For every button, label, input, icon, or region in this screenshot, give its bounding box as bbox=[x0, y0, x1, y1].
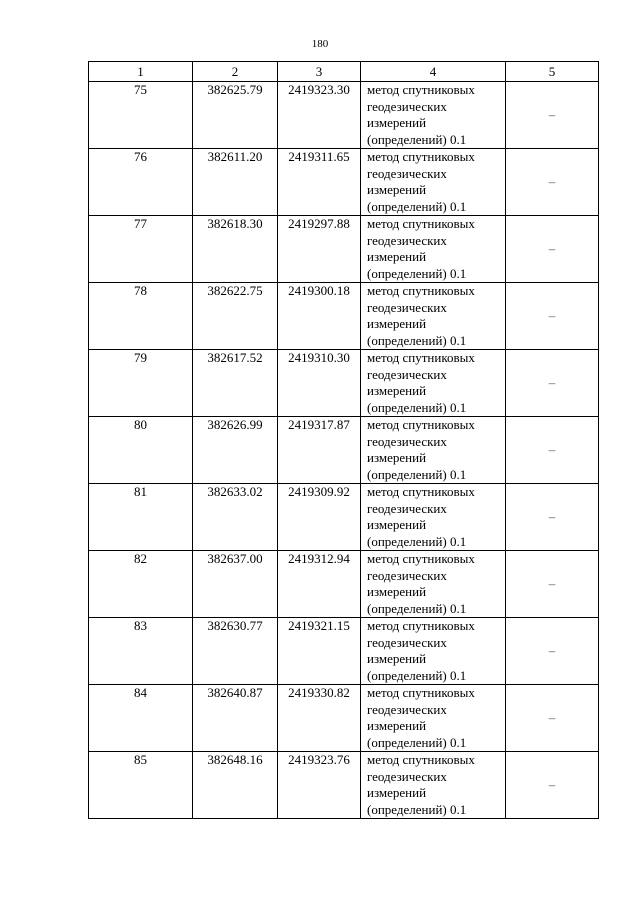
x-coordinate-cell: 382640.87 bbox=[193, 685, 278, 752]
accuracy-cell bbox=[506, 551, 599, 618]
method-cell: метод спутниковых геодезических измерений (определений) 0.1 bbox=[361, 618, 506, 685]
table-row bbox=[89, 350, 599, 417]
x-coordinate-cell: 382617.52 bbox=[193, 350, 278, 417]
dash-mark: – bbox=[548, 710, 556, 725]
dash-mark: – bbox=[548, 643, 556, 658]
y-coordinate-cell: 2419300.18 bbox=[278, 283, 361, 350]
method-cell: метод спутниковых геодезических измерений (определений) 0.1 bbox=[361, 350, 506, 417]
dash-mark: – bbox=[548, 442, 556, 457]
table-row bbox=[89, 618, 599, 685]
x-coordinate-cell: 382633.02 bbox=[193, 484, 278, 551]
x-coordinate-cell: 382625.79 bbox=[193, 82, 278, 149]
table-row bbox=[89, 283, 599, 350]
x-coordinate-cell: 382611.20 bbox=[193, 149, 278, 216]
dash-mark: – bbox=[548, 241, 556, 256]
x-coordinate-cell: 382637.00 bbox=[193, 551, 278, 618]
y-coordinate-cell: 2419321.15 bbox=[278, 618, 361, 685]
table-header-row bbox=[89, 62, 599, 82]
y-coordinate-cell: 2419330.82 bbox=[278, 685, 361, 752]
x-coordinate-cell: 382626.99 bbox=[193, 417, 278, 484]
point-number-cell: 82 bbox=[89, 551, 193, 618]
table-row bbox=[89, 417, 599, 484]
table-row bbox=[89, 752, 599, 819]
y-coordinate-cell: 2419309.92 bbox=[278, 484, 361, 551]
y-coordinate-cell: 2419323.30 bbox=[278, 82, 361, 149]
x-coordinate-cell: 382648.16 bbox=[193, 752, 278, 819]
method-cell: метод спутниковых геодезических измерений (определений) 0.1 bbox=[361, 484, 506, 551]
column-header: 5 bbox=[506, 62, 599, 82]
y-coordinate-cell: 2419323.76 bbox=[278, 752, 361, 819]
method-cell: метод спутниковых геодезических измерений (определений) 0.1 bbox=[361, 752, 506, 819]
method-cell: метод спутниковых геодезических измерений (определений) 0.1 bbox=[361, 216, 506, 283]
dash-mark: – bbox=[548, 174, 556, 189]
dash-mark: – bbox=[548, 576, 556, 591]
point-number-cell: 77 bbox=[89, 216, 193, 283]
accuracy-cell bbox=[506, 283, 599, 350]
y-coordinate-cell: 2419297.88 bbox=[278, 216, 361, 283]
dash-mark: – bbox=[548, 308, 556, 323]
accuracy-cell bbox=[506, 752, 599, 819]
point-number-cell: 84 bbox=[89, 685, 193, 752]
accuracy-cell bbox=[506, 149, 599, 216]
point-number-cell: 78 bbox=[89, 283, 193, 350]
accuracy-cell bbox=[506, 618, 599, 685]
method-cell: метод спутниковых геодезических измерений (определений) 0.1 bbox=[361, 82, 506, 149]
accuracy-cell bbox=[506, 350, 599, 417]
y-coordinate-cell: 2419312.94 bbox=[278, 551, 361, 618]
method-cell: метод спутниковых геодезических измерений (определений) 0.1 bbox=[361, 149, 506, 216]
column-header: 4 bbox=[361, 62, 506, 82]
point-number-cell: 79 bbox=[89, 350, 193, 417]
accuracy-cell bbox=[506, 484, 599, 551]
point-number-cell: 76 bbox=[89, 149, 193, 216]
coordinates-table bbox=[88, 61, 599, 819]
table-row bbox=[89, 216, 599, 283]
table-row bbox=[89, 82, 599, 149]
point-number-cell: 75 bbox=[89, 82, 193, 149]
method-cell: метод спутниковых геодезических измерений (определений) 0.1 bbox=[361, 551, 506, 618]
accuracy-cell bbox=[506, 216, 599, 283]
accuracy-cell bbox=[506, 417, 599, 484]
dash-mark: – bbox=[548, 509, 556, 524]
page-number: 180 bbox=[311, 38, 329, 50]
dash-mark: – bbox=[548, 107, 556, 122]
column-header: 2 bbox=[193, 62, 278, 82]
method-cell: метод спутниковых геодезических измерений (определений) 0.1 bbox=[361, 685, 506, 752]
dash-mark: – bbox=[548, 375, 556, 390]
table-row bbox=[89, 551, 599, 618]
point-number-cell: 80 bbox=[89, 417, 193, 484]
accuracy-cell bbox=[506, 685, 599, 752]
point-number-cell: 83 bbox=[89, 618, 193, 685]
x-coordinate-cell: 382630.77 bbox=[193, 618, 278, 685]
table-row bbox=[89, 149, 599, 216]
table-row bbox=[89, 685, 599, 752]
y-coordinate-cell: 2419317.87 bbox=[278, 417, 361, 484]
x-coordinate-cell: 382618.30 bbox=[193, 216, 278, 283]
column-header: 1 bbox=[89, 62, 193, 82]
point-number-cell: 85 bbox=[89, 752, 193, 819]
column-header: 3 bbox=[278, 62, 361, 82]
table-row bbox=[89, 484, 599, 551]
method-cell: метод спутниковых геодезических измерений (определений) 0.1 bbox=[361, 283, 506, 350]
dash-mark: – bbox=[548, 777, 556, 792]
y-coordinate-cell: 2419311.65 bbox=[278, 149, 361, 216]
method-cell: метод спутниковых геодезических измерений (определений) 0.1 bbox=[361, 417, 506, 484]
x-coordinate-cell: 382622.75 bbox=[193, 283, 278, 350]
accuracy-cell bbox=[506, 82, 599, 149]
y-coordinate-cell: 2419310.30 bbox=[278, 350, 361, 417]
point-number-cell: 81 bbox=[89, 484, 193, 551]
